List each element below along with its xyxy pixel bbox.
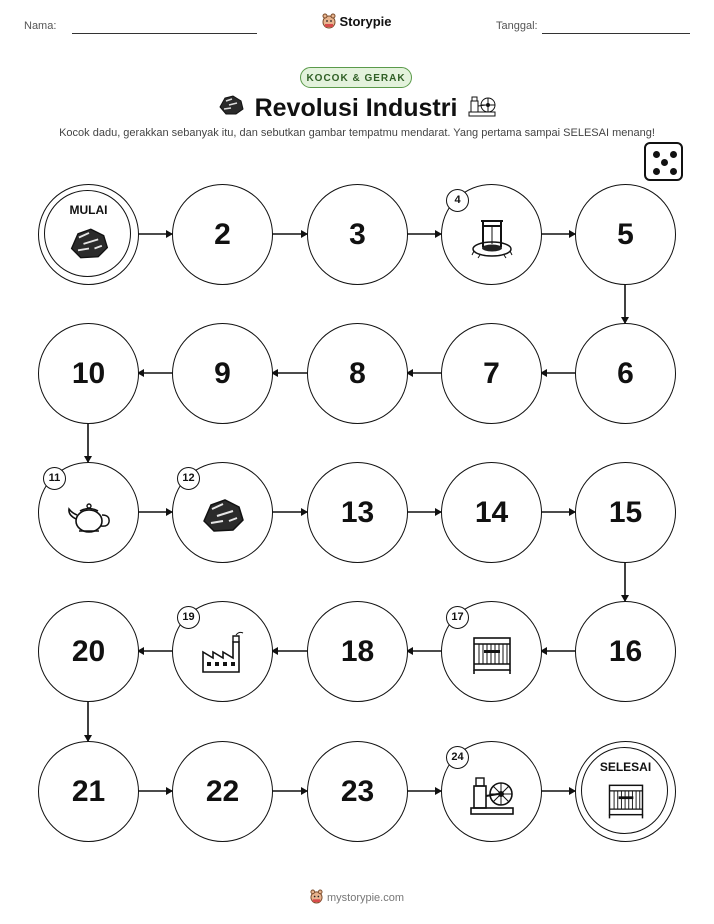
space-number: 22 bbox=[205, 775, 240, 808]
footer bbox=[0, 889, 714, 907]
space-number: 7 bbox=[483, 357, 500, 390]
space-number-badge: 12 bbox=[177, 467, 200, 490]
space-number: 9 bbox=[214, 357, 231, 390]
page-title: Revolusi Industri bbox=[254, 94, 458, 122]
space-number: 2 bbox=[214, 218, 231, 251]
board-space-18[interactable] bbox=[307, 601, 408, 702]
instructions: Kocok dadu, gerakkan sebanyak itu, dan sebutkan gambar tempatmu mendarat. Yang pertama sampai SELESAI menang! bbox=[59, 127, 655, 139]
space-number: 23 bbox=[340, 775, 375, 808]
space-number: 20 bbox=[71, 635, 106, 668]
board-space-6[interactable] bbox=[575, 323, 676, 424]
board-space-23[interactable] bbox=[307, 741, 408, 842]
loom-icon bbox=[604, 778, 648, 822]
steam-engine-icon bbox=[468, 770, 516, 818]
factory-icon bbox=[199, 630, 247, 678]
board-space-11[interactable] bbox=[38, 462, 139, 563]
footer-url: mystorypie.com bbox=[326, 891, 405, 904]
activity-badge: KOCOK & GERAK bbox=[300, 67, 412, 88]
space-number: 5 bbox=[617, 218, 634, 251]
coal-icon bbox=[199, 491, 247, 539]
board-space-10[interactable] bbox=[38, 323, 139, 424]
board-space-13[interactable] bbox=[307, 462, 408, 563]
board-space-12[interactable] bbox=[172, 462, 273, 563]
teapot-icon bbox=[65, 491, 113, 539]
space-number: 16 bbox=[608, 635, 643, 668]
mine-shaft-icon bbox=[468, 213, 516, 261]
storypie-logo-icon bbox=[310, 889, 323, 907]
board-space-19[interactable] bbox=[172, 601, 273, 702]
board-space-25[interactable] bbox=[575, 741, 676, 842]
space-number: 18 bbox=[340, 635, 375, 668]
space-number: 3 bbox=[349, 218, 366, 251]
space-number-badge: 17 bbox=[446, 606, 469, 629]
board-space-21[interactable] bbox=[38, 741, 139, 842]
space-label: SELESAI bbox=[599, 760, 652, 774]
board-space-2[interactable] bbox=[172, 184, 273, 285]
board-space-9[interactable] bbox=[172, 323, 273, 424]
board-space-5[interactable] bbox=[575, 184, 676, 285]
coal-icon bbox=[67, 221, 111, 265]
space-number-badge: 24 bbox=[446, 746, 469, 769]
space-number-badge: 11 bbox=[43, 467, 66, 490]
board-space-17[interactable] bbox=[441, 601, 542, 702]
space-number: 10 bbox=[71, 357, 106, 390]
space-number-badge: 19 bbox=[177, 606, 200, 629]
space-label: MULAI bbox=[69, 203, 108, 217]
board-space-22[interactable] bbox=[172, 741, 273, 842]
space-number: 21 bbox=[71, 775, 106, 808]
board-space-20[interactable] bbox=[38, 601, 139, 702]
space-number: 8 bbox=[349, 357, 366, 390]
space-number: 15 bbox=[608, 496, 643, 529]
board-space-15[interactable] bbox=[575, 462, 676, 563]
space-number-badge: 4 bbox=[446, 189, 469, 212]
date-label: Tanggal: bbox=[496, 20, 538, 32]
board-space-8[interactable] bbox=[307, 323, 408, 424]
board-space-4[interactable] bbox=[441, 184, 542, 285]
name-label: Nama: bbox=[24, 20, 57, 32]
space-number: 6 bbox=[617, 357, 634, 390]
board-space-16[interactable] bbox=[575, 601, 676, 702]
board-space-24[interactable] bbox=[441, 741, 542, 842]
space-number: 13 bbox=[340, 496, 375, 529]
space-number: 14 bbox=[474, 496, 509, 529]
board-space-3[interactable] bbox=[307, 184, 408, 285]
board-space-7[interactable] bbox=[441, 323, 542, 424]
brand-name: Storypie bbox=[339, 13, 392, 29]
board-space-1[interactable] bbox=[38, 184, 139, 285]
board-space-14[interactable] bbox=[441, 462, 542, 563]
loom-icon bbox=[468, 630, 516, 678]
